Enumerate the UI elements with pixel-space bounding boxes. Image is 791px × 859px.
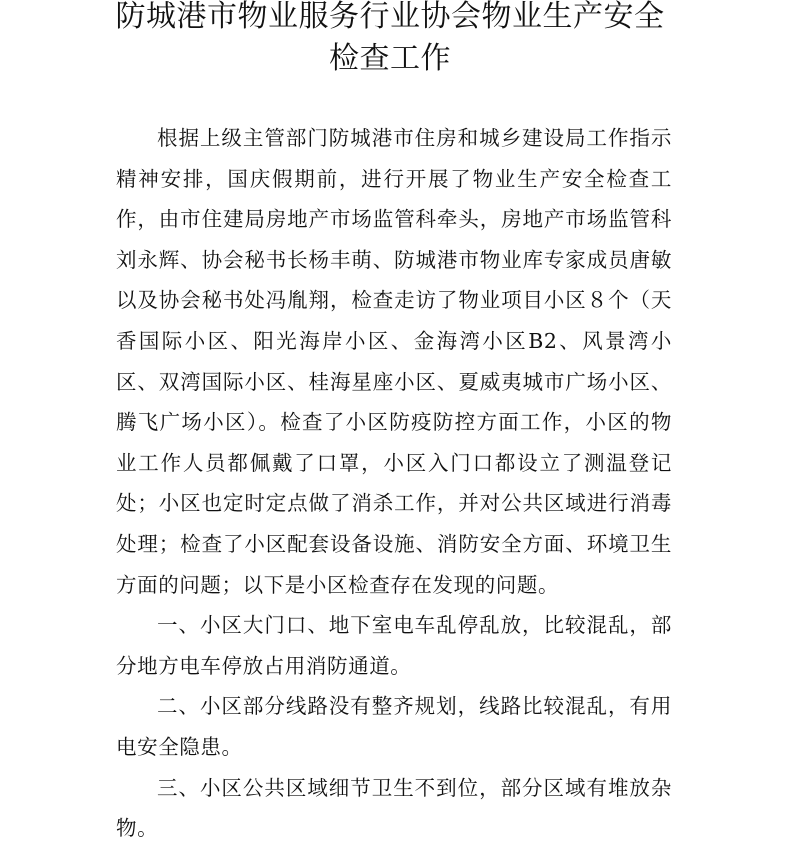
title-line-1: 防城港市物业服务行业协会物业生产安全 bbox=[115, 0, 665, 34]
paragraph-issue-1: 一、小区大门口、地下室电车乱停乱放，比较混乱，部分地方电车停放占用消防通道。 bbox=[116, 613, 672, 678]
paragraph-issue-2: 二、小区部分线路没有整齐规划，线路比较混乱，有用电安全隐患。 bbox=[116, 694, 672, 759]
title-line-2: 检查工作 bbox=[329, 41, 451, 76]
paragraph-issue-3: 三、小区公共区域细节卫生不到位，部分区域有堆放杂物。 bbox=[116, 775, 672, 841]
document-title bbox=[60, 0, 720, 80]
document-body bbox=[116, 118, 672, 849]
paragraph-intro: 根据上级主管部门防城港市住房和城乡建设局工作指示精神安排，国庆假期前，进行开展了物业生产安全检查工作，由市住建局房地产市场监管科牵头，房地产市场监管科刘永辉、协会秘书长杨丰萌、防城港市物业库专家成员唐敏以及协会秘书处冯胤翔，检查走访了物业项目小区８个（天香国际小区、阳光海岸小区、金海湾小区B2、风景湾小区、双湾国际小区、桂海星座小区、夏威夷城市广场小区、腾飞广场小区）。检查了小区防疫防控方面工作，小区的物业工作人员都佩戴了口罩，小区入门口都设立了测温登记处；小区也定时定点做了消杀工作，并对公共区域进行消毒处理；检查了小区配套设备设施、消防安全方面、环境卫生方面的问题；以下是小区检查存在发现的问题。 bbox=[116, 126, 672, 597]
